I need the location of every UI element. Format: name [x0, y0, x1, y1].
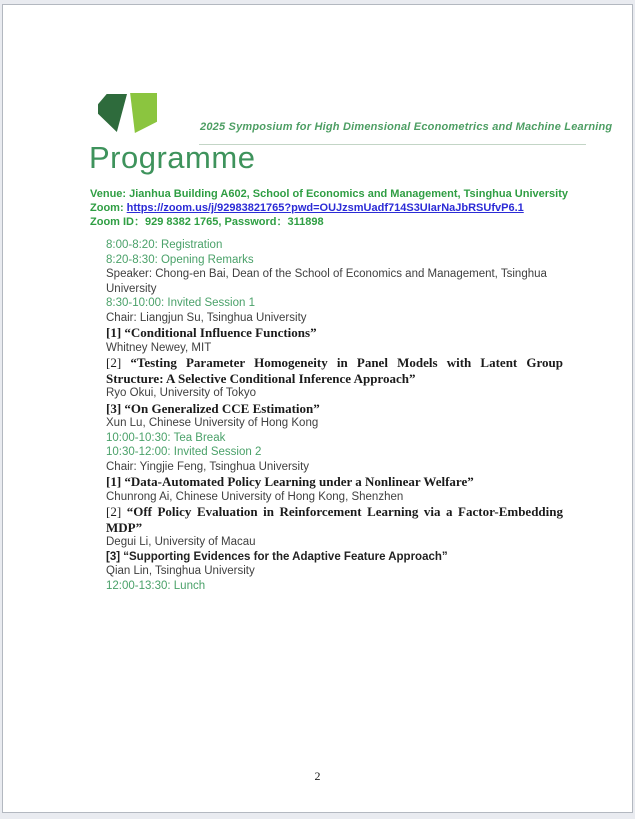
zoom-meeting-link[interactable]: https://zoom.us/j/92983821765?pwd=OUJzsmUadf714S3UIarNaJbRSUfvP6.1 [126, 202, 524, 214]
venue-line: Venue: Jianhua Building A602, School of Economics and Management, Tsinghua University [90, 188, 568, 200]
paper-title-text: “On Generalized CCE Estimation” [124, 400, 320, 416]
paper-title-text: “Supporting Evidences for the Adaptive Feature Approach” [123, 550, 448, 563]
zoom-line [90, 201, 610, 215]
page-title: Programme [89, 140, 256, 175]
logo-mark-light-icon [129, 93, 157, 133]
paper-number: [3] [106, 400, 122, 416]
symposium-logo [98, 93, 158, 134]
session2-paper2-author: Degui Li, University of Macau [106, 536, 256, 548]
session1-paper1-title [106, 325, 563, 341]
session1-paper3-title [106, 401, 563, 417]
paper-title-text: “Data-Automated Policy Learning under a Nonlinear Welfare” [124, 474, 474, 489]
document-page [2, 4, 633, 813]
paper-number: [1] [106, 474, 122, 489]
symposium-subtitle: 2025 Symposium for High Dimensional Econometrics and Machine Learning [200, 121, 613, 133]
schedule-time-registration: 8:00-8:20: Registration [106, 239, 223, 251]
session2-paper1-author: Chunrong Ai, Chinese University of Hong Kong, Shenzhen [106, 490, 404, 503]
schedule [106, 238, 563, 593]
paper-number: [2] [106, 504, 122, 519]
zoom-id-line: Zoom ID：929 8382 1765, Password：311898 [90, 216, 324, 228]
page-number: 2 [314, 769, 321, 783]
paper-number: [3] [106, 550, 121, 563]
session1-paper1-author: Whitney Newey, MIT [106, 341, 212, 354]
schedule-time-lunch: 12:00-13:30: Lunch [106, 579, 206, 592]
opening-speaker: Speaker: Chong-en Bai, Dean of the School of Economics and Management, Tsinghua University [106, 268, 547, 295]
schedule-time-session1: 8:30-10:00: Invited Session 1 [106, 297, 255, 309]
session2-chair: Chair: Yingjie Feng, Tsinghua University [106, 460, 310, 473]
schedule-time-tea-break: 10:00-10:30: Tea Break [106, 431, 226, 444]
session1-paper2-title [106, 355, 563, 386]
session2-paper1-title [106, 474, 563, 490]
session2-paper2-title [106, 504, 563, 535]
zoom-label: Zoom: [90, 202, 124, 214]
logo-mark-dark-icon [98, 94, 127, 132]
session1-paper3-author: Xun Lu, Chinese University of Hong Kong [106, 417, 319, 429]
session1-chair: Chair: Liangjun Su, Tsinghua University [106, 311, 307, 324]
schedule-time-opening: 8:20-8:30: Opening Remarks [106, 253, 254, 266]
session2-paper3-title [106, 550, 563, 565]
paper-number: [1] [106, 325, 122, 340]
header-divider [199, 144, 586, 145]
session1-paper2-author: Ryo Okui, University of Tokyo [106, 387, 256, 399]
venue-info-block [90, 187, 610, 229]
paper-title-text: “Conditional Influence Functions” [124, 325, 317, 340]
paper-title-text: “Testing Parameter Homogeneity in Panel Models with Latent Group Structure: A Selective Conditional Inference Approach” [106, 355, 564, 386]
session2-paper3-author: Qian Lin, Tsinghua University [106, 565, 255, 577]
paper-number: [2] [106, 355, 122, 370]
paper-title-text: “Off Policy Evaluation in Reinforcement Learning via a Factor-Embedding MDP” [106, 504, 564, 535]
schedule-time-session2: 10:30-12:00: Invited Session 2 [106, 446, 262, 458]
